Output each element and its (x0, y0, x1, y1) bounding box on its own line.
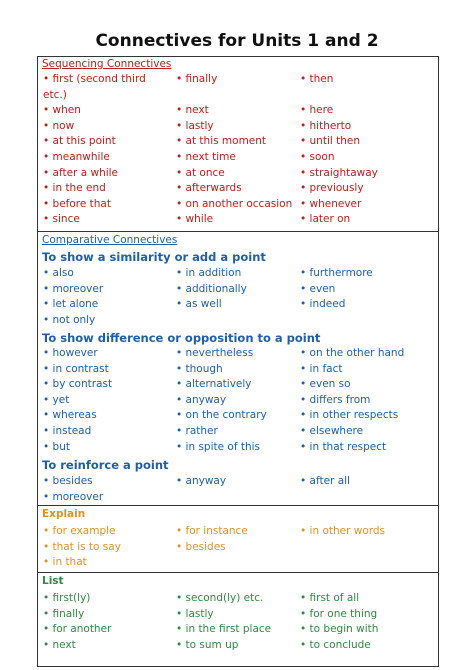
connective-item: • indeed (300, 298, 346, 311)
connective-item: • moreover (43, 282, 104, 295)
connective-item: • anyway (176, 475, 227, 487)
connective-item: • in that (43, 556, 87, 569)
section-heading: Sequencing Connectives (42, 58, 172, 70)
connective-item: • moreover (43, 490, 104, 503)
subheading: To show a similarity or add a point (42, 250, 266, 264)
connective-item: • furthermore (300, 267, 373, 279)
connective-item: • until then (300, 135, 361, 148)
connective-item: • on another occasion (176, 197, 293, 210)
connective-item: • in the first place (176, 623, 272, 636)
connective-item: • after a while (43, 166, 119, 179)
connective-item: • while (176, 213, 214, 226)
subheading: To show difference or opposition to a point (42, 331, 321, 345)
connective-item: • for example (43, 525, 116, 537)
connective-item: • in fact (300, 362, 343, 375)
connective-item: • lastly (176, 119, 214, 132)
connective-item: • at this point (43, 135, 116, 148)
connective-item: • not only (43, 313, 96, 326)
section-heading: Explain (42, 508, 86, 520)
connective-item: • besides (43, 475, 93, 487)
section-heading: Comparative Connectives (42, 234, 178, 246)
connective-item: • to conclude (300, 638, 371, 651)
connective-item: • rather (176, 425, 218, 437)
connective-item: • besides (176, 540, 226, 553)
connective-item: • nevertheless (176, 347, 254, 359)
connective-item: • alternatively (176, 378, 252, 391)
connective-item: • finally (43, 607, 85, 620)
connective-item: • lastly (176, 607, 214, 620)
connective-item: • first(ly) (43, 592, 91, 604)
connective-item: • straightaway (300, 166, 378, 179)
connective-item: • anyway (176, 393, 227, 406)
connective-item: • for instance (176, 525, 248, 537)
connective-item: • now (43, 119, 75, 132)
connective-item: • in the end (43, 182, 106, 195)
connective-item: • previously (300, 182, 364, 195)
connective-item: • here (300, 104, 334, 117)
connective-item: • for one thing (300, 607, 378, 620)
connective-item: • hitherto (300, 119, 352, 132)
connective-item: • in spite of this (176, 440, 261, 453)
connective-item: • before that (43, 197, 111, 210)
connective-item: etc.) (43, 88, 67, 101)
connective-item: • afterwards (176, 182, 242, 195)
connective-item: • instead (43, 425, 92, 437)
connective-item: • to begin with (300, 623, 379, 636)
connective-item: • first (second third (43, 73, 146, 85)
connective-item: • next (43, 638, 76, 651)
connective-item: • let alone (43, 298, 99, 311)
connective-item: • whereas (43, 409, 97, 422)
connective-item: • soon (300, 151, 335, 163)
connective-item: • in other words (300, 525, 386, 537)
connective-item: • then (300, 73, 334, 85)
connective-item: • at this moment (176, 135, 267, 148)
connective-item: • whenever (300, 197, 362, 210)
connective-item: • that is to say (43, 540, 121, 553)
connectives-table (37, 56, 439, 667)
subheading: To reinforce a point (42, 458, 169, 472)
connective-item: • as well (176, 298, 222, 311)
connective-item: • at once (176, 166, 225, 179)
connective-item: • by contrast (43, 378, 113, 391)
connective-item: • after all (300, 475, 350, 487)
connective-item: • additionally (176, 282, 247, 295)
explain-section (38, 505, 438, 572)
connective-item: • however (43, 347, 98, 359)
connective-item: • next (176, 104, 209, 117)
section-heading: List (42, 575, 64, 587)
connective-item: • later on (300, 213, 351, 226)
connective-item: • second(ly) etc. (176, 592, 264, 604)
connective-item: • differs from (300, 393, 371, 406)
connective-item: • on the contrary (176, 409, 267, 422)
connective-item: • even (300, 282, 336, 295)
connective-item: • in that respect (300, 440, 387, 453)
connective-item: • in other respects (300, 409, 399, 422)
connective-item: • on the other hand (300, 347, 405, 359)
list-section (38, 572, 438, 668)
connective-item: • though (176, 362, 223, 375)
connective-item: • in contrast (43, 362, 109, 375)
connective-item: • also (43, 267, 74, 279)
connective-item: • but (43, 440, 70, 453)
connective-item: • when (43, 104, 81, 117)
connective-item: • in addition (176, 267, 242, 279)
connective-item: • meanwhile (43, 151, 110, 163)
connective-item: • finally (176, 73, 218, 85)
page-title: Connectives for Units 1 and 2 (95, 31, 379, 51)
connective-item: • to sum up (176, 638, 239, 651)
comparative-section (38, 231, 438, 505)
connective-item: • even so (300, 378, 351, 391)
connective-item: • since (43, 213, 80, 226)
connective-item: • next time (176, 151, 236, 163)
connective-item: • yet (43, 393, 70, 406)
sequencing-section (38, 57, 438, 231)
connective-item: • elsewhere (300, 425, 364, 437)
connective-item: • for another (43, 623, 112, 636)
connective-item: • first of all (300, 592, 360, 604)
